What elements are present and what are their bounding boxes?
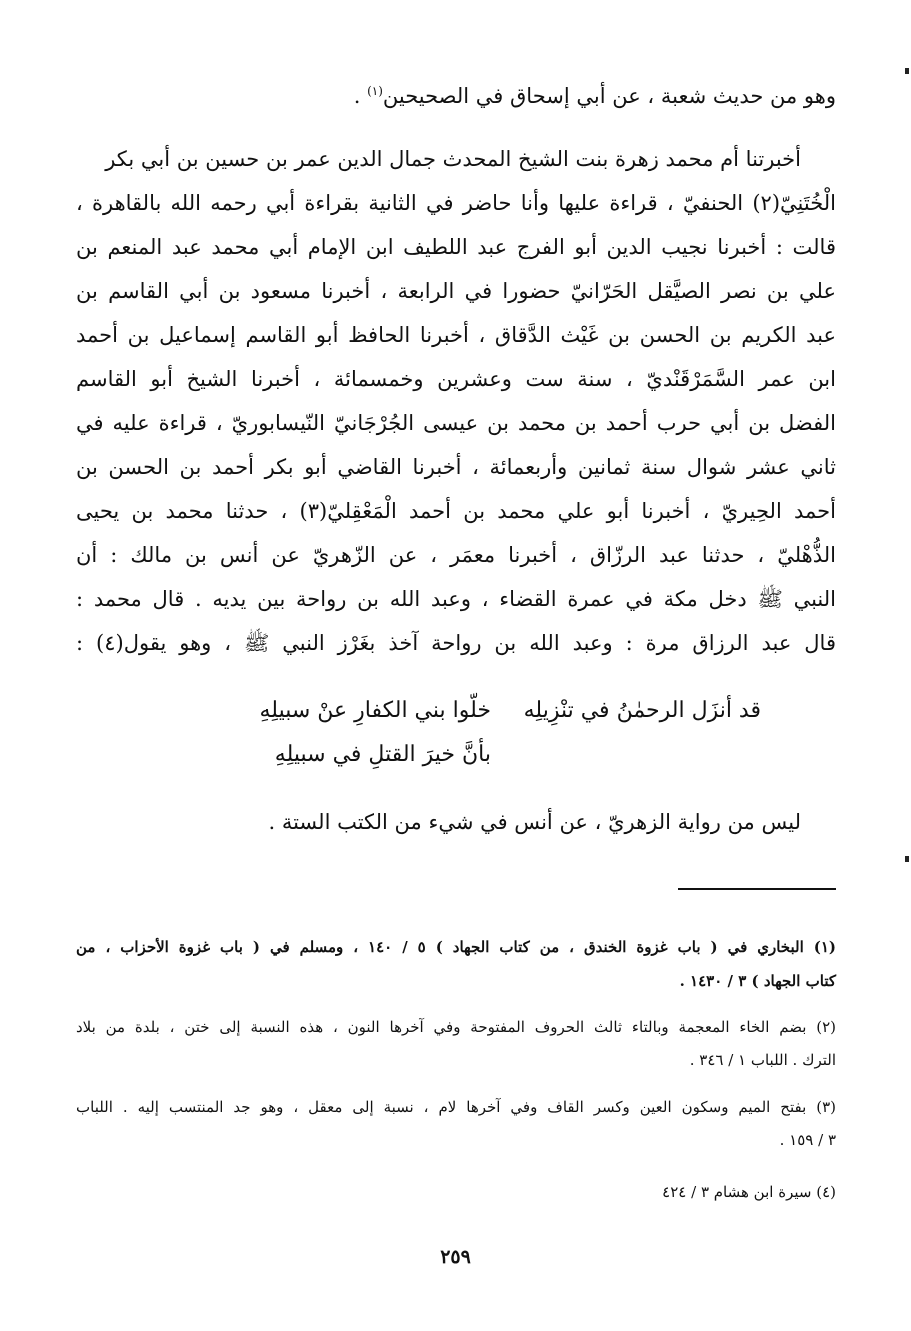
paragraph-line: قالت : أخبرنا نجيب الدين أبو الفرج عبد اللطيف ابن الإمام أبي محمد عبد المنعم بن <box>76 235 836 259</box>
scan-edge-mark <box>905 68 909 74</box>
footnote-2-line-2: الترك . اللباب ١ / ٣٤٦ . <box>689 1051 836 1069</box>
footnote-1-line-1: (١) البخاري في ( باب غزوة الخندق ، من كتاب الجهاد ) ٥ / ١٤٠ ، ومسلم في ( باب غزوة الأحزاب ، من <box>76 938 836 956</box>
paragraph-line: علي بن نصر الصيَّقل الحَرّانيّ حضورا في الرابعة ، أخبرنا مسعود بن أبي القاسم بن <box>76 279 836 303</box>
paragraph-line: ثاني عشر شوال سنة ثمانين وأربعمائة ، أخبرنا القاضي أبو بكر أحمد بن الحسن بن <box>76 455 836 479</box>
paragraph-line: أخبرتنا أم محمد زهرة بنت الشيخ المحدث جمال الدين عمر بن حسين بن أبي بكر <box>105 147 801 171</box>
opening-end: . <box>353 84 368 108</box>
verse-first-hemistich: قد أنزَل الرحمٰنُ في تنْزِيلِه <box>523 698 761 723</box>
paragraph-line: ابن عمر السَّمَرْقَنْديّ ، سنة ست وعشرين وخمسمائة ، أخبرنا الشيخ أبو القاسم <box>76 367 836 391</box>
footnote-ref-1[interactable]: (١) <box>367 84 383 98</box>
paragraph-line: قال عبد الرزاق مرة : وعبد الله بن رواحة آخذ بغَرْز النبي ﷺ ، وهو يقول(٤) : <box>76 631 836 655</box>
footnote-1-line-2: كتاب الجهاد ) ٣ / ١٤٣٠ . <box>679 972 836 990</box>
paragraph-line: الفضل بن أبي حرب أحمد بن محمد بن عيسى الجُرْجَانيّ النّيسابوريّ ، قراءة عليه في <box>76 411 836 435</box>
opening-line <box>354 80 836 112</box>
footnote-2-line-1: (٢) بضم الخاء المعجمة وبالتاء ثالث الحروف المفتوحة وفي آخرها النون ، هذه النسبة إلى ختن ، بلدة من بلاد <box>76 1018 836 1036</box>
paragraph-line: النبي ﷺ دخل مكة في عمرة القضاء ، وعبد الله بن رواحة بين يديه . قال محمد : <box>76 587 836 611</box>
verse-second-hemistich: خلّوا بني الكفارِ عنْ سبيلِهِ <box>259 698 491 723</box>
paragraph-line: الْخُتَنِيّ(٢) الحنفيّ ، قراءة عليها وأنا حاضر في الثانية بقراءة أبي رحمه الله بالقاهرة ، <box>76 191 836 215</box>
page-number: ٢٥٩ <box>440 1246 471 1268</box>
scan-edge-mark <box>905 856 909 862</box>
footnote-3-line-2: ٣ / ١٥٩ . <box>779 1131 836 1149</box>
paragraph-line: عبد الكريم بن الحسن بن غَيْث الدَّقاق ، أخبرنا الحافظ أبو القاسم إسماعيل بن أحمد <box>76 323 836 347</box>
paragraph-line: الذُّهْليّ ، حدثنا عبد الرزّاق ، أخبرنا معمَر ، عن الزّهريّ عن أنس بن مالك : أن <box>76 543 836 567</box>
verse-second-line: بأنَّ خيرَ القتلِ في سبيلِهِ <box>274 742 491 767</box>
closing-line: ليس من رواية الزهريّ ، عن أنس في شيء من الكتب الستة . <box>268 810 801 834</box>
paragraph-line: أحمد الحِيريّ ، أخبرنا أبو علي محمد بن أحمد الْمَعْقِليّ(٣) ، حدثنا محمد بن يحيى <box>76 499 836 523</box>
opening-text: وهو من حديث شعبة ، عن أبي إسحاق في الصحيحين <box>382 84 836 108</box>
footnote-3-line-1: (٣) بفتح الميم وسكون العين وكسر القاف وفي آخرها لام ، نسبة إلى معقل ، وهو جد المنتسب إليه . اللباب <box>76 1098 836 1116</box>
footnote-4: (٤) سيرة ابن هشام ٣ / ٤٢٤ <box>662 1183 836 1201</box>
footnote-separator <box>678 888 836 890</box>
